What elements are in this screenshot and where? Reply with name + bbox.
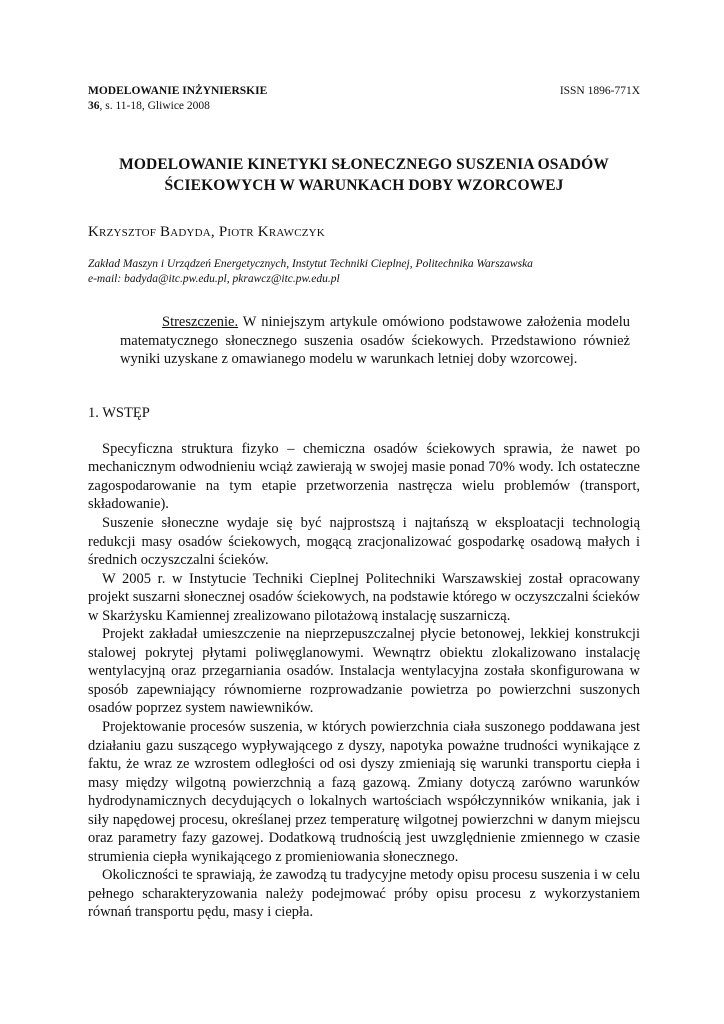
paper-page [88, 84, 640, 922]
issn: ISSN 1896-771X [559, 85, 640, 97]
section-heading: 1. WSTĘP [88, 404, 150, 421]
paragraph: Specyficzna struktura fizyko – chemiczna osadów ściekowych sprawia, że nawet po mechanicznym odwodnieniu wciąż zawierają w swojej masie ponad 70% wody. Ich ostateczne zagospodarowanie na tym etapie przetworzenia nastręcza wielu problemów (transport, składowanie). [88, 440, 640, 513]
affiliation-email: e-mail: badyda@itc.pw.edu.pl, pkrawcz@itc.pw.edu.pl [88, 273, 340, 285]
running-header [88, 84, 640, 116]
paragraph: Projekt zakładał umieszczenie na nieprzepuszczalnej płycie betonowej, lekkiej konstrukcji stalowej pokrytej płytami poliwęglanowymi. Wewnątrz obiektu zlokalizowano instalację wentylacyjną oraz przegarniania osadów. Instalacja wentylacyjna została skonfigurowana w sposób zapewniający równomierne rozprowadzanie powietrza po powierzchni suszonych osadów poprzez system nawiewników. [88, 626, 640, 717]
paragraph: Projektowanie procesów suszenia, w których powierzchnia ciała suszonego poddawana jest działaniu gazu suszącego wypływającego z dyszy, napotyka poważne trudności wynikające z faktu, że wraz ze wzrostem odległości od osi dyszy zmieniają się warunki transportu ciepła i masy między wilgotną powierzchnią a fazą gazową. Zmiany dotyczą zarówno warunków hydrodynamicznych decydujących o lokalnych wartościach współczynników wnikania, jak i siły napędowej procesu, określanej przez temperaturę wilgotnej powierzchni w danym miejscu oraz parametry fazy gazowej. Dodatkową trudnością jest uwzględnienie zmiennego w czasie strumienia ciepła wynikającego z promieniowania słonecznego. [88, 718, 640, 865]
volume-number: 36 [88, 100, 100, 112]
title-line-1: MODELOWANIE KINETYKI SŁONECZNEGO SUSZENIA OSADÓW [119, 156, 609, 173]
citation-line [88, 99, 640, 114]
journal-name: MODELOWANIE INŻYNIERSKIE [88, 85, 268, 97]
pages-place: , s. 11-18, Gliwice 2008 [99, 100, 210, 112]
affiliation-institution: Zakład Maszyn i Urządzeń Energetycznych, Instytut Techniki Cieplnej, Politechnika Warszawska [88, 258, 533, 270]
paragraph: Suszenie słoneczne wydaje się być najprostszą i najtańszą w eksploatacji technologią redukcji masy osadów ściekowych, mogącą zracjonalizować gospodarkę osadową małych i średnich oczyszczalni ścieków. [88, 514, 640, 569]
affiliation [88, 257, 640, 287]
abstract [120, 313, 630, 369]
section-body [88, 440, 640, 922]
paragraph: Okoliczności te sprawiają, że zawodzą tu tradycyjne metody opisu procesu suszenia i w celu pełnego scharakteryzowania należy podejmować próby opisu procesu z wykorzystaniem równań transportu pędu, masy i ciepła. [88, 867, 640, 921]
title-line-2: ŚCIEKOWYCH W WARUNKACH DOBY WZORCOWEJ [164, 177, 564, 194]
paper-title [88, 154, 640, 196]
abstract-text: W niniejszym artykule omówiono podstawowe założenia modelu matematycznego słonecznego suszenia osadów ściekowych. Przedstawiono również wyniki uzyskane z omawianego modelu w warunkach letniej doby wzorcowej. [120, 314, 630, 368]
paragraph: W 2005 r. w Instytucie Techniki Cieplnej Politechniki Warszawskiej został opracowany projekt suszarni słonecznej osadów ściekowych, na podstawie którego w oczyszczalni ścieków w Skarżysku Kamiennej zrealizowano pilotażową instalację suszarniczą. [88, 570, 640, 624]
authors: Krzysztof Badyda, Piotr Krawczyk [88, 224, 325, 240]
abstract-label: Streszczenie. [162, 314, 239, 330]
